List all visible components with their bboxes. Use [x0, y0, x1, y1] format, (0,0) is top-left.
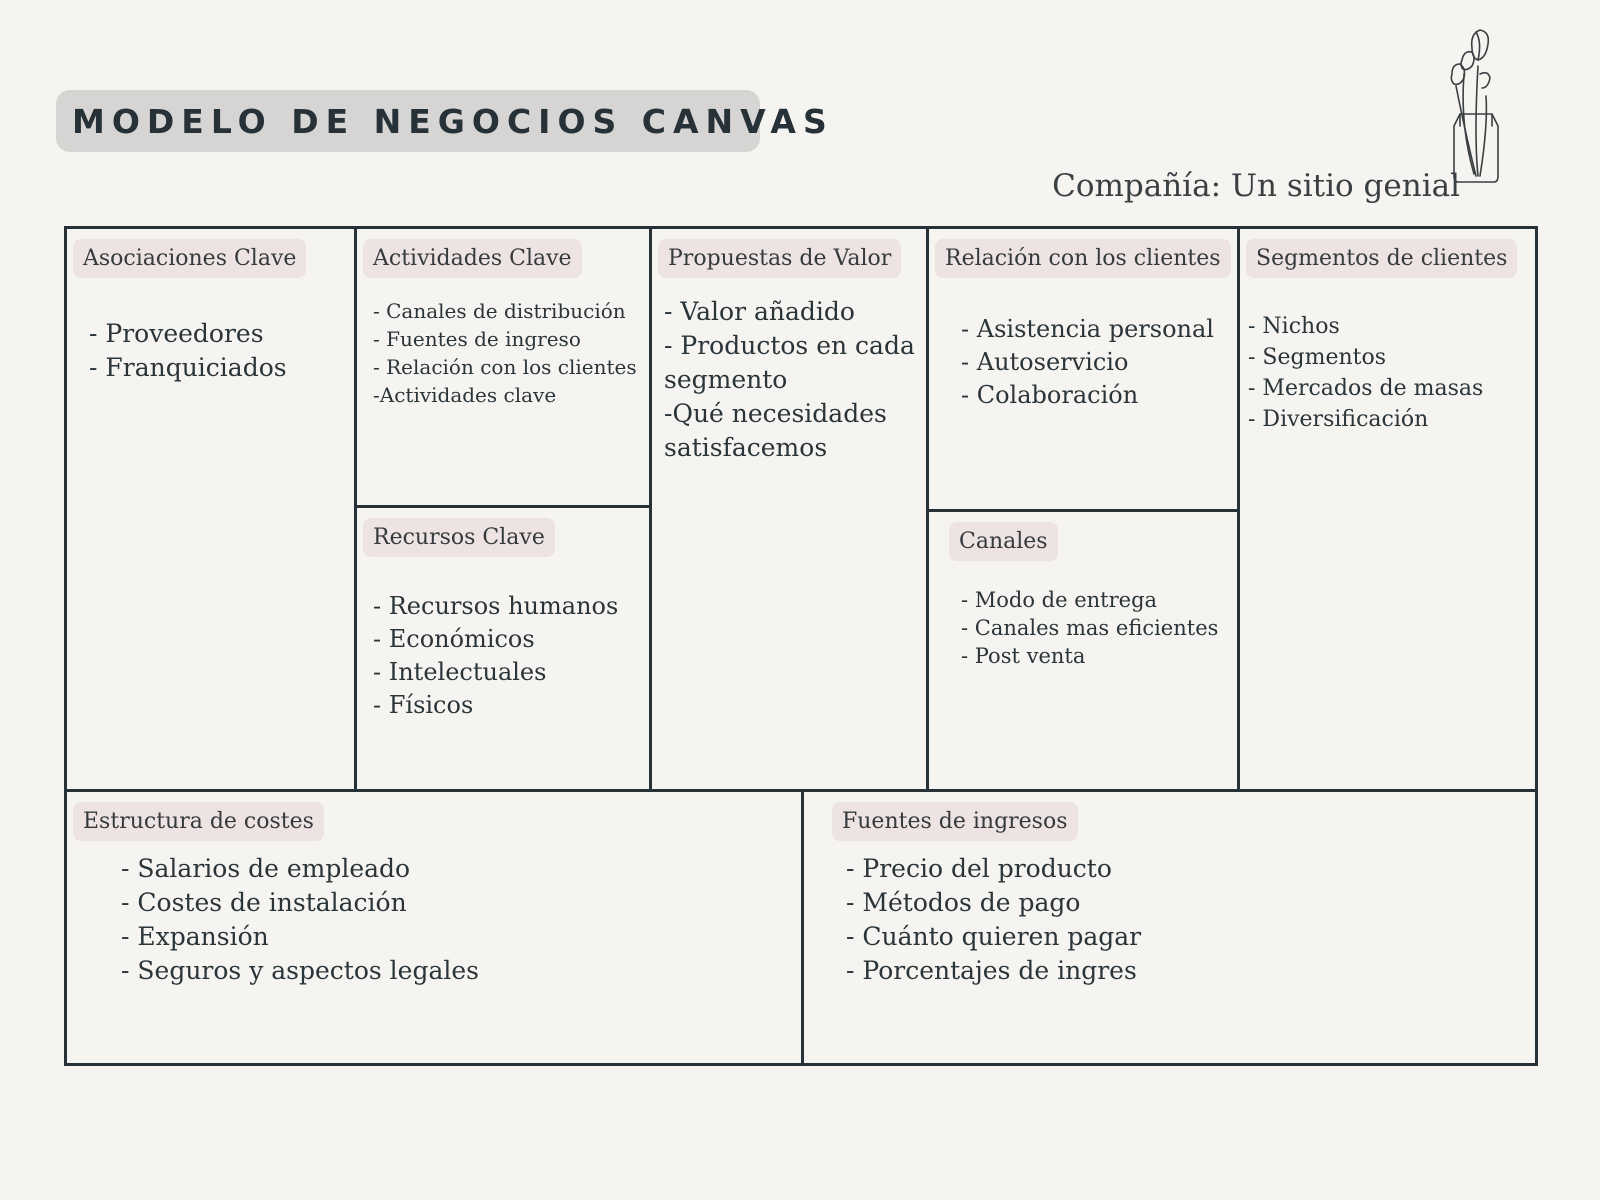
- block-list: [846, 852, 1141, 988]
- list-item: - Expansión: [121, 922, 269, 951]
- list-item: - Nichos: [1248, 314, 1340, 339]
- block-label: Asociaciones Clave: [73, 239, 306, 278]
- block-label: Estructura de costes: [73, 802, 324, 841]
- tulip-vase-icon: [1450, 26, 1530, 212]
- list-item: - Costes de instalación: [121, 888, 407, 917]
- list-item: - Físicos: [373, 691, 474, 719]
- block-fuentes-ingresos: [804, 789, 1535, 1063]
- list-item: - Productos en cada: [664, 331, 915, 360]
- block-list: [373, 590, 618, 722]
- company-name: Compañía: Un sitio genial: [1052, 168, 1460, 204]
- list-item: - Canales mas eficientes: [961, 616, 1219, 640]
- list-item: - Asistencia personal: [961, 315, 1214, 343]
- block-list: [961, 313, 1214, 412]
- block-actividades-clave: [357, 229, 652, 508]
- list-item: - Salarios de empleado: [121, 854, 411, 883]
- block-label: Actividades Clave: [363, 239, 582, 278]
- block-label: Propuestas de Valor: [658, 239, 901, 278]
- list-item: - Relación con los clientes: [373, 355, 637, 379]
- block-recursos-clave: [357, 508, 652, 789]
- block-list: [89, 317, 287, 385]
- block-label: Segmentos de clientes: [1246, 239, 1517, 278]
- list-item: - Diversificación: [1248, 407, 1429, 432]
- block-list: [961, 586, 1218, 670]
- block-list: [121, 852, 479, 988]
- list-item: - Franquiciados: [89, 353, 287, 382]
- list-item: - Modo de entrega: [961, 588, 1158, 612]
- block-list: [1248, 311, 1483, 435]
- block-canales: [929, 512, 1240, 789]
- list-item: - Económicos: [373, 625, 535, 653]
- list-item: - Post venta: [961, 644, 1086, 668]
- canvas-board: [64, 226, 1538, 1066]
- block-label: Relación con los clientes: [935, 239, 1231, 278]
- block-list: [664, 295, 915, 465]
- list-item: - Métodos de pago: [846, 888, 1081, 917]
- block-relacion-clientes: [929, 229, 1240, 512]
- list-item: - Mercados de masas: [1248, 376, 1484, 401]
- page-title: MODELO DE NEGOCIOS CANVAS: [72, 101, 834, 141]
- block-propuestas-de-valor: [652, 229, 929, 789]
- list-item: - Colaboración: [961, 381, 1139, 409]
- block-asociaciones-clave: [67, 229, 357, 789]
- list-item: - Proveedores: [89, 319, 264, 348]
- list-item: - Fuentes de ingreso: [373, 327, 581, 351]
- list-item: - Segmentos: [1248, 345, 1387, 370]
- list-item: - Cuánto quieren pagar: [846, 922, 1142, 951]
- list-item: - Precio del producto: [846, 854, 1112, 883]
- list-item: - Recursos humanos: [373, 592, 619, 620]
- list-item: - Intelectuales: [373, 658, 547, 686]
- block-label: Recursos Clave: [363, 518, 555, 557]
- block-list: [373, 297, 637, 409]
- list-item: satisfacemos: [664, 433, 828, 462]
- list-item: -Actividades clave: [373, 383, 557, 407]
- list-item: - Valor añadido: [664, 297, 855, 326]
- block-label: Fuentes de ingresos: [832, 802, 1078, 841]
- title-banner: [56, 90, 834, 152]
- block-label: Canales: [949, 522, 1058, 561]
- list-item: -Qué necesidades: [664, 399, 887, 428]
- list-item: segmento: [664, 365, 788, 394]
- list-item: - Canales de distribución: [373, 299, 626, 323]
- block-segmentos-clientes: [1240, 229, 1535, 789]
- block-estructura-costes: [67, 789, 804, 1063]
- list-item: - Porcentajes de ingres: [846, 956, 1137, 985]
- list-item: - Autoservicio: [961, 348, 1129, 376]
- list-item: - Seguros y aspectos legales: [121, 956, 479, 985]
